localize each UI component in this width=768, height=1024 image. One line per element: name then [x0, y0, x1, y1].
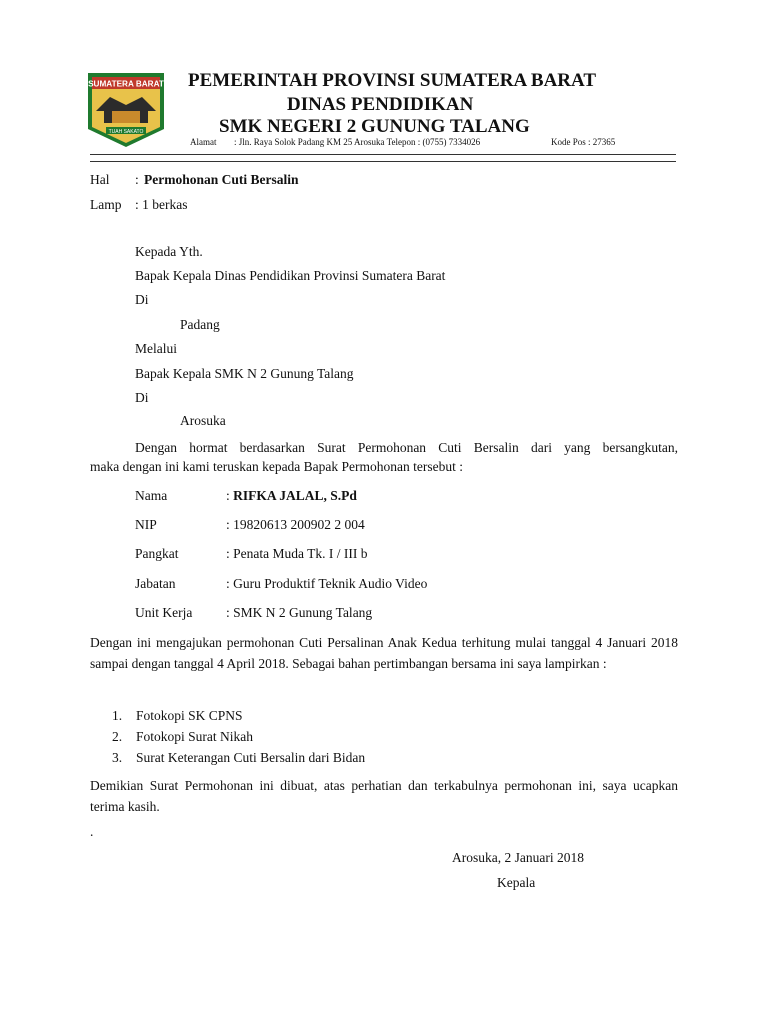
field-unit-label: Unit Kerja: [135, 605, 193, 620]
letterhead-double-rule: [90, 154, 676, 162]
rumah-gadang-body: [112, 111, 140, 123]
field-pangkat-value: : Penata Muda Tk. I / III b: [226, 546, 368, 561]
letterhead-department: DINAS PENDIDIKAN: [287, 94, 474, 115]
hal-colon: :: [135, 172, 139, 187]
field-nama-label: Nama: [135, 488, 168, 503]
hal-value: Permohonan Cuti Bersalin: [144, 172, 299, 187]
hal-label: Hal: [90, 172, 110, 187]
signature-place-date: Arosuka, 2 Januari 2018: [452, 850, 584, 865]
field-jabatan-label: Jabatan: [135, 576, 176, 591]
address-value: : Jln. Raya Solok Padang KM 25 Arosuka Telepon : (0755) 7334026: [234, 137, 481, 147]
stray-dot: .: [90, 824, 94, 839]
address-label: Alamat: [190, 137, 217, 147]
emblem-motto: TUAH SAKATO: [108, 128, 144, 135]
recipient-line2: Bapak Kepala SMK N 2 Gunung Talang: [135, 366, 354, 381]
lamp-label: Lamp: [90, 197, 122, 212]
field-nip-label: NIP: [135, 517, 157, 532]
list-item: 1. Fotokopi SK CPNS: [112, 708, 243, 723]
recipient-greeting: Kepada Yth.: [135, 244, 203, 259]
recipient-di1: Di: [135, 292, 149, 307]
employee-name: RIFKA JALAL, S.Pd: [233, 488, 357, 503]
recipient-line1: Bapak Kepala Dinas Pendidikan Provinsi Sumatera Barat: [135, 268, 446, 283]
recipient-di2: Di: [135, 390, 149, 405]
postcode: Kode Pos : 27365: [551, 137, 616, 147]
intro-line1: Dengan hormat berdasarkan Surat Permohonan Cuti Bersalin dari yang bersangkutan,: [135, 440, 678, 455]
field-nama-value: : RIFKA JALAL, S.Pd: [226, 488, 357, 503]
emblem-banner-text: SUMATERA BARAT: [88, 79, 164, 89]
request-paragraph: Dengan ini mengajukan permohonan Cuti Persalinan Anak Kedua terhitung mulai tanggal 4 Januari 2018 sampai dengan tanggal 4 April 2018. Sebagai bahan pertimbangan bersama ini saya lampirkan :: [90, 635, 678, 671]
list-item: 3. Surat Keterangan Cuti Bersalin dari Bidan: [112, 750, 366, 765]
lamp-value: : 1 berkas: [135, 197, 188, 212]
field-pangkat-label: Pangkat: [135, 546, 179, 561]
field-unit-value: : SMK N 2 Gunung Talang: [226, 605, 373, 620]
list-item: 2. Fotokopi Surat Nikah: [112, 729, 253, 744]
letterhead-province: PEMERINTAH PROVINSI SUMATERA BARAT: [188, 70, 597, 91]
field-nip-value: : 19820613 200902 2 004: [226, 517, 365, 532]
closing-paragraph: Demikian Surat Permohonan ini dibuat, atas perhatian dan terkabulnya permohonan ini, saya ucapkan terima kasih.: [90, 778, 678, 814]
recipient-via: Melalui: [135, 341, 177, 356]
province-emblem-logo: [86, 71, 166, 149]
recipient-place2: Arosuka: [180, 413, 226, 428]
attachment-list: [90, 705, 365, 768]
signature-title: Kepala: [497, 875, 536, 890]
letterhead-school: SMK NEGERI 2 GUNUNG TALANG: [219, 116, 530, 137]
intro-line2: maka dengan ini kami teruskan kepada Bapak Permohonan tersebut :: [90, 459, 464, 474]
field-jabatan-value: : Guru Produktif Teknik Audio Video: [226, 576, 428, 591]
recipient-place1: Padang: [180, 317, 220, 332]
